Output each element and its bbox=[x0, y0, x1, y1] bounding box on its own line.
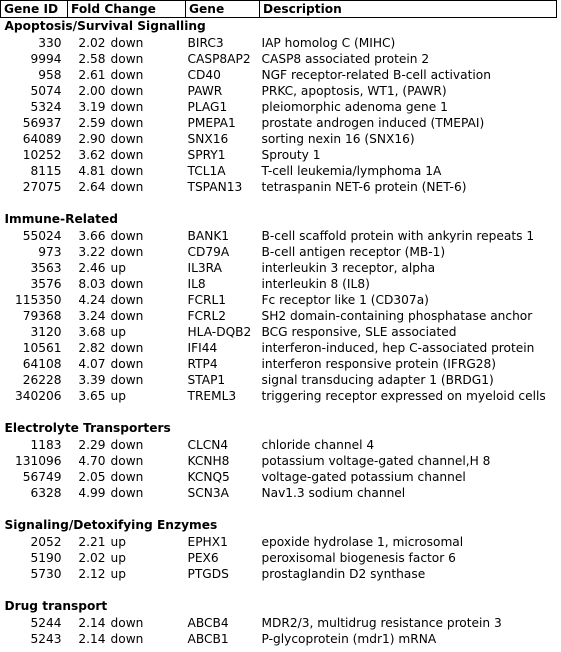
gene-symbol-cell: SNX16 bbox=[187, 132, 229, 146]
fold-value: 2.90 bbox=[78, 132, 106, 146]
gene-id-cell: 340206 bbox=[14, 389, 62, 403]
fold-change-cell bbox=[68, 99, 186, 115]
gene-id-cell: 5190 bbox=[30, 551, 62, 565]
gene-id-cell: 6328 bbox=[30, 486, 62, 500]
fold-change-cell bbox=[68, 453, 186, 469]
fold-value: 3.65 bbox=[78, 389, 106, 403]
fold-direction: down bbox=[110, 229, 144, 243]
header-gene: Gene bbox=[186, 1, 260, 18]
fold-change-cell bbox=[68, 437, 186, 453]
fold-change-cell bbox=[68, 388, 186, 404]
gene-symbol-cell: CASP8AP2 bbox=[187, 52, 251, 66]
description-cell: prostaglandin D2 synthase bbox=[261, 567, 426, 581]
description-cell: interferon-induced, hep C-associated protein bbox=[261, 341, 535, 355]
table-row bbox=[1, 324, 557, 340]
fold-change-cell bbox=[68, 356, 186, 372]
fold-change-cell bbox=[68, 131, 186, 147]
gene-id-cell: 26228 bbox=[22, 373, 62, 387]
fold-direction: down bbox=[110, 277, 144, 291]
gene-symbol-cell: SCN3A bbox=[187, 486, 229, 500]
section-spacer bbox=[1, 582, 557, 598]
fold-change-cell bbox=[68, 534, 186, 550]
gene-id-cell: 5243 bbox=[30, 632, 62, 646]
fold-value: 2.05 bbox=[78, 470, 106, 484]
header-description: Description bbox=[260, 1, 557, 18]
fold-direction: down bbox=[110, 180, 144, 194]
gene-id-cell: 10561 bbox=[22, 341, 62, 355]
fold-change-cell bbox=[68, 276, 186, 292]
table-row bbox=[1, 453, 557, 469]
fold-direction: up bbox=[110, 551, 126, 565]
gene-symbol-cell: IL8 bbox=[187, 277, 206, 291]
table-row bbox=[1, 372, 557, 388]
gene-symbol-cell: CLCN4 bbox=[187, 438, 229, 452]
gene-id-cell: 3576 bbox=[30, 277, 62, 291]
fold-value: 3.19 bbox=[78, 100, 106, 114]
description-cell: P-glycoprotein (mdr1) mRNA bbox=[261, 632, 437, 646]
fold-value: 4.24 bbox=[78, 293, 106, 307]
table-row bbox=[1, 356, 557, 372]
table-row bbox=[1, 67, 557, 83]
description-cell: prostate androgen induced (TMEPAI) bbox=[261, 116, 485, 130]
fold-change-cell bbox=[68, 340, 186, 356]
fold-direction: down bbox=[110, 148, 144, 162]
description-cell: tetraspanin NET-6 protein (NET-6) bbox=[261, 180, 467, 194]
table-row bbox=[1, 99, 557, 115]
gene-id-cell: 56937 bbox=[22, 116, 62, 130]
fold-value: 4.81 bbox=[78, 164, 106, 178]
gene-id-cell: 3563 bbox=[30, 261, 62, 275]
fold-change-cell bbox=[68, 147, 186, 163]
gene-id-cell: 1183 bbox=[30, 438, 62, 452]
header-fold-change: Fold Change bbox=[68, 1, 186, 18]
category-title: Electrolyte Transporters bbox=[4, 421, 171, 435]
description-cell: chloride channel 4 bbox=[261, 438, 375, 452]
gene-symbol-cell: IL3RA bbox=[187, 261, 222, 275]
description-cell: B-cell scaffold protein with ankyrin repeats 1 bbox=[261, 229, 535, 243]
fold-direction: down bbox=[110, 309, 144, 323]
table-row bbox=[1, 131, 557, 147]
fold-value: 8.03 bbox=[78, 277, 106, 291]
gene-symbol-cell: STAP1 bbox=[187, 373, 226, 387]
fold-change-cell bbox=[68, 292, 186, 308]
category-row bbox=[1, 211, 557, 228]
gene-id-cell: 5730 bbox=[30, 567, 62, 581]
fold-change-cell bbox=[68, 566, 186, 582]
table-row bbox=[1, 615, 557, 631]
table-row bbox=[1, 244, 557, 260]
fold-direction: down bbox=[110, 52, 144, 66]
fold-direction: down bbox=[110, 616, 144, 630]
description-cell: B-cell antigen receptor (MB-1) bbox=[261, 245, 446, 259]
gene-id-cell: 958 bbox=[38, 68, 62, 82]
fold-direction: down bbox=[110, 357, 144, 371]
fold-direction: up bbox=[110, 261, 126, 275]
gene-symbol-cell: HLA-DQB2 bbox=[187, 325, 252, 339]
description-cell: Nav1.3 sodium channel bbox=[261, 486, 406, 500]
fold-direction: down bbox=[110, 100, 144, 114]
gene-symbol-cell: FCRL1 bbox=[187, 293, 227, 307]
fold-direction: down bbox=[110, 486, 144, 500]
category-row bbox=[1, 517, 557, 534]
fold-direction: up bbox=[110, 567, 126, 581]
table-row bbox=[1, 51, 557, 67]
table-row bbox=[1, 292, 557, 308]
table-row bbox=[1, 228, 557, 244]
fold-direction: up bbox=[110, 325, 126, 339]
fold-change-cell bbox=[68, 372, 186, 388]
description-cell: MDR2/3, multidrug resistance protein 3 bbox=[261, 616, 502, 630]
description-cell: SH2 domain-containing phosphatase anchor bbox=[261, 309, 533, 323]
fold-direction: down bbox=[110, 132, 144, 146]
fold-direction: up bbox=[110, 389, 126, 403]
table-row bbox=[1, 566, 557, 582]
gene-symbol-cell: TREML3 bbox=[187, 389, 237, 403]
fold-change-cell bbox=[68, 35, 186, 51]
table-row bbox=[1, 115, 557, 131]
description-cell: epoxide hydrolase 1, microsomal bbox=[261, 535, 464, 549]
fold-direction: down bbox=[110, 36, 144, 50]
gene-id-cell: 27075 bbox=[22, 180, 62, 194]
gene-symbol-cell: FCRL2 bbox=[187, 309, 227, 323]
fold-change-cell bbox=[68, 67, 186, 83]
gene-symbol-cell: BANK1 bbox=[187, 229, 230, 243]
fold-direction: down bbox=[110, 116, 144, 130]
description-cell: NGF receptor-related B-cell activation bbox=[261, 68, 491, 82]
fold-change-cell bbox=[68, 83, 186, 99]
description-cell: BCG responsive, SLE associated bbox=[261, 325, 457, 339]
fold-value: 3.24 bbox=[78, 309, 106, 323]
gene-id-cell: 5074 bbox=[30, 84, 62, 98]
table-row bbox=[1, 469, 557, 485]
gene-id-cell: 56749 bbox=[22, 470, 62, 484]
section-spacer bbox=[1, 404, 557, 420]
fold-value: 2.02 bbox=[78, 551, 106, 565]
fold-change-cell bbox=[68, 550, 186, 566]
table-row bbox=[1, 179, 557, 195]
gene-symbol-cell: RTP4 bbox=[187, 357, 218, 371]
spacer-cell bbox=[1, 404, 557, 420]
fold-change-cell bbox=[68, 324, 186, 340]
description-cell: IAP homolog C (MIHC) bbox=[261, 36, 396, 50]
fold-change-cell bbox=[68, 615, 186, 631]
fold-direction: down bbox=[110, 470, 144, 484]
category-title: Drug transport bbox=[4, 599, 108, 613]
fold-change-cell bbox=[68, 51, 186, 67]
table-row bbox=[1, 147, 557, 163]
gene-id-cell: 5244 bbox=[30, 616, 62, 630]
fold-value: 2.82 bbox=[78, 341, 106, 355]
description-cell: Fc receptor like 1 (CD307a) bbox=[261, 293, 429, 307]
fold-value: 3.68 bbox=[78, 325, 106, 339]
category-row bbox=[1, 18, 557, 36]
header-gene-id: Gene ID bbox=[1, 1, 68, 18]
description-cell: interleukin 8 (IL8) bbox=[261, 277, 370, 291]
table-header bbox=[1, 1, 557, 18]
description-cell: peroxisomal biogenesis factor 6 bbox=[261, 551, 456, 565]
table-row bbox=[1, 163, 557, 179]
description-cell: sorting nexin 16 (SNX16) bbox=[261, 132, 415, 146]
category-title: Signaling/Detoxifying Enzymes bbox=[4, 518, 218, 532]
description-cell: voltage-gated potassium channel bbox=[261, 470, 466, 484]
spacer-cell bbox=[1, 582, 557, 598]
table-row bbox=[1, 276, 557, 292]
fold-value: 3.39 bbox=[78, 373, 106, 387]
fold-direction: down bbox=[110, 341, 144, 355]
table-row bbox=[1, 485, 557, 501]
fold-change-cell bbox=[68, 308, 186, 324]
spacer-cell bbox=[1, 501, 557, 517]
fold-value: 2.14 bbox=[78, 616, 106, 630]
fold-value: 2.58 bbox=[78, 52, 106, 66]
fold-value: 2.02 bbox=[78, 36, 106, 50]
fold-direction: down bbox=[110, 164, 144, 178]
description-cell: Sprouty 1 bbox=[261, 148, 321, 162]
description-cell: PRKC, apoptosis, WT1, (PAWR) bbox=[261, 84, 447, 98]
fold-change-cell bbox=[68, 163, 186, 179]
fold-direction: down bbox=[110, 84, 144, 98]
description-cell: T-cell leukemia/lymphoma 1A bbox=[261, 164, 442, 178]
gene-symbol-cell: TSPAN13 bbox=[187, 180, 243, 194]
fold-value: 4.99 bbox=[78, 486, 106, 500]
gene-symbol-cell: PAWR bbox=[187, 84, 223, 98]
table-row bbox=[1, 308, 557, 324]
gene-id-cell: 2052 bbox=[30, 535, 62, 549]
fold-change-cell bbox=[68, 631, 186, 647]
description-cell: pleiomorphic adenoma gene 1 bbox=[261, 100, 448, 114]
gene-symbol-cell: BIRC3 bbox=[187, 36, 224, 50]
spacer-cell bbox=[1, 195, 557, 211]
fold-value: 2.14 bbox=[78, 632, 106, 646]
table-body bbox=[1, 18, 557, 648]
fold-direction: down bbox=[110, 454, 144, 468]
gene-id-cell: 3120 bbox=[30, 325, 62, 339]
gene-symbol-cell: IFI44 bbox=[187, 341, 218, 355]
category-row bbox=[1, 598, 557, 615]
fold-value: 3.62 bbox=[78, 148, 106, 162]
gene-id-cell: 5324 bbox=[30, 100, 62, 114]
category-title: Immune-Related bbox=[4, 212, 118, 226]
fold-change-cell bbox=[68, 228, 186, 244]
fold-change-cell bbox=[68, 115, 186, 131]
table-row bbox=[1, 260, 557, 276]
fold-direction: down bbox=[110, 68, 144, 82]
gene-symbol-cell: ABCB4 bbox=[187, 616, 229, 630]
gene-symbol-cell: TCL1A bbox=[187, 164, 226, 178]
fold-direction: down bbox=[110, 438, 144, 452]
table-row bbox=[1, 83, 557, 99]
table-row bbox=[1, 388, 557, 404]
gene-symbol-cell: PLAG1 bbox=[187, 100, 228, 114]
fold-change-cell bbox=[68, 485, 186, 501]
gene-id-cell: 79368 bbox=[22, 309, 62, 323]
gene-symbol-cell: PMEPA1 bbox=[187, 116, 236, 130]
table-row bbox=[1, 534, 557, 550]
gene-symbol-cell: PEX6 bbox=[187, 551, 219, 565]
gene-id-cell: 115350 bbox=[14, 293, 62, 307]
gene-symbol-cell: EPHX1 bbox=[187, 535, 228, 549]
gene-symbol-cell: CD79A bbox=[187, 245, 230, 259]
table-row bbox=[1, 550, 557, 566]
table-row bbox=[1, 340, 557, 356]
fold-value: 2.29 bbox=[78, 438, 106, 452]
fold-value: 2.46 bbox=[78, 261, 106, 275]
fold-value: 4.70 bbox=[78, 454, 106, 468]
table-row bbox=[1, 437, 557, 453]
gene-id-cell: 9994 bbox=[30, 52, 62, 66]
fold-change-cell bbox=[68, 179, 186, 195]
description-cell: interferon responsive protein (IFRG28) bbox=[261, 357, 497, 371]
table-row bbox=[1, 35, 557, 51]
category-title: Apoptosis/Survival Signalling bbox=[4, 19, 206, 33]
fold-value: 3.22 bbox=[78, 245, 106, 259]
fold-direction: down bbox=[110, 632, 144, 646]
gene-symbol-cell: ABCB1 bbox=[187, 632, 229, 646]
fold-change-cell bbox=[68, 469, 186, 485]
fold-value: 4.07 bbox=[78, 357, 106, 371]
fold-value: 2.12 bbox=[78, 567, 106, 581]
gene-id-cell: 330 bbox=[38, 36, 62, 50]
fold-direction: down bbox=[110, 293, 144, 307]
gene-id-cell: 55024 bbox=[22, 229, 62, 243]
fold-change-cell bbox=[68, 260, 186, 276]
fold-value: 3.66 bbox=[78, 229, 106, 243]
fold-value: 2.61 bbox=[78, 68, 106, 82]
section-spacer bbox=[1, 501, 557, 517]
gene-id-cell: 64108 bbox=[22, 357, 62, 371]
gene-id-cell: 64089 bbox=[22, 132, 62, 146]
description-cell: CASP8 associated protein 2 bbox=[261, 52, 430, 66]
description-cell: potassium voltage-gated channel,H 8 bbox=[261, 454, 491, 468]
gene-id-cell: 10252 bbox=[22, 148, 62, 162]
description-cell: signal transducing adapter 1 (BRDG1) bbox=[261, 373, 494, 387]
gene-symbol-cell: CD40 bbox=[187, 68, 221, 82]
description-cell: triggering receptor expressed on myeloid cells bbox=[261, 389, 546, 403]
fold-value: 2.59 bbox=[78, 116, 106, 130]
gene-symbol-cell: PTGDS bbox=[187, 567, 229, 581]
description-cell: interleukin 3 receptor, alpha bbox=[261, 261, 436, 275]
gene-id-cell: 973 bbox=[38, 245, 62, 259]
category-row bbox=[1, 420, 557, 437]
fold-direction: down bbox=[110, 373, 144, 387]
fold-change-cell bbox=[68, 244, 186, 260]
table-row bbox=[1, 631, 557, 647]
fold-direction: up bbox=[110, 535, 126, 549]
gene-symbol-cell: KCNQ5 bbox=[187, 470, 230, 484]
fold-value: 2.21 bbox=[78, 535, 106, 549]
gene-symbol-cell: KCNH8 bbox=[187, 454, 230, 468]
gene-id-cell: 131096 bbox=[14, 454, 62, 468]
gene-symbol-cell: SPRY1 bbox=[187, 148, 226, 162]
fold-value: 2.00 bbox=[78, 84, 106, 98]
fold-value: 2.64 bbox=[78, 180, 106, 194]
gene-id-cell: 8115 bbox=[30, 164, 62, 178]
fold-direction: down bbox=[110, 245, 144, 259]
section-spacer bbox=[1, 195, 557, 211]
